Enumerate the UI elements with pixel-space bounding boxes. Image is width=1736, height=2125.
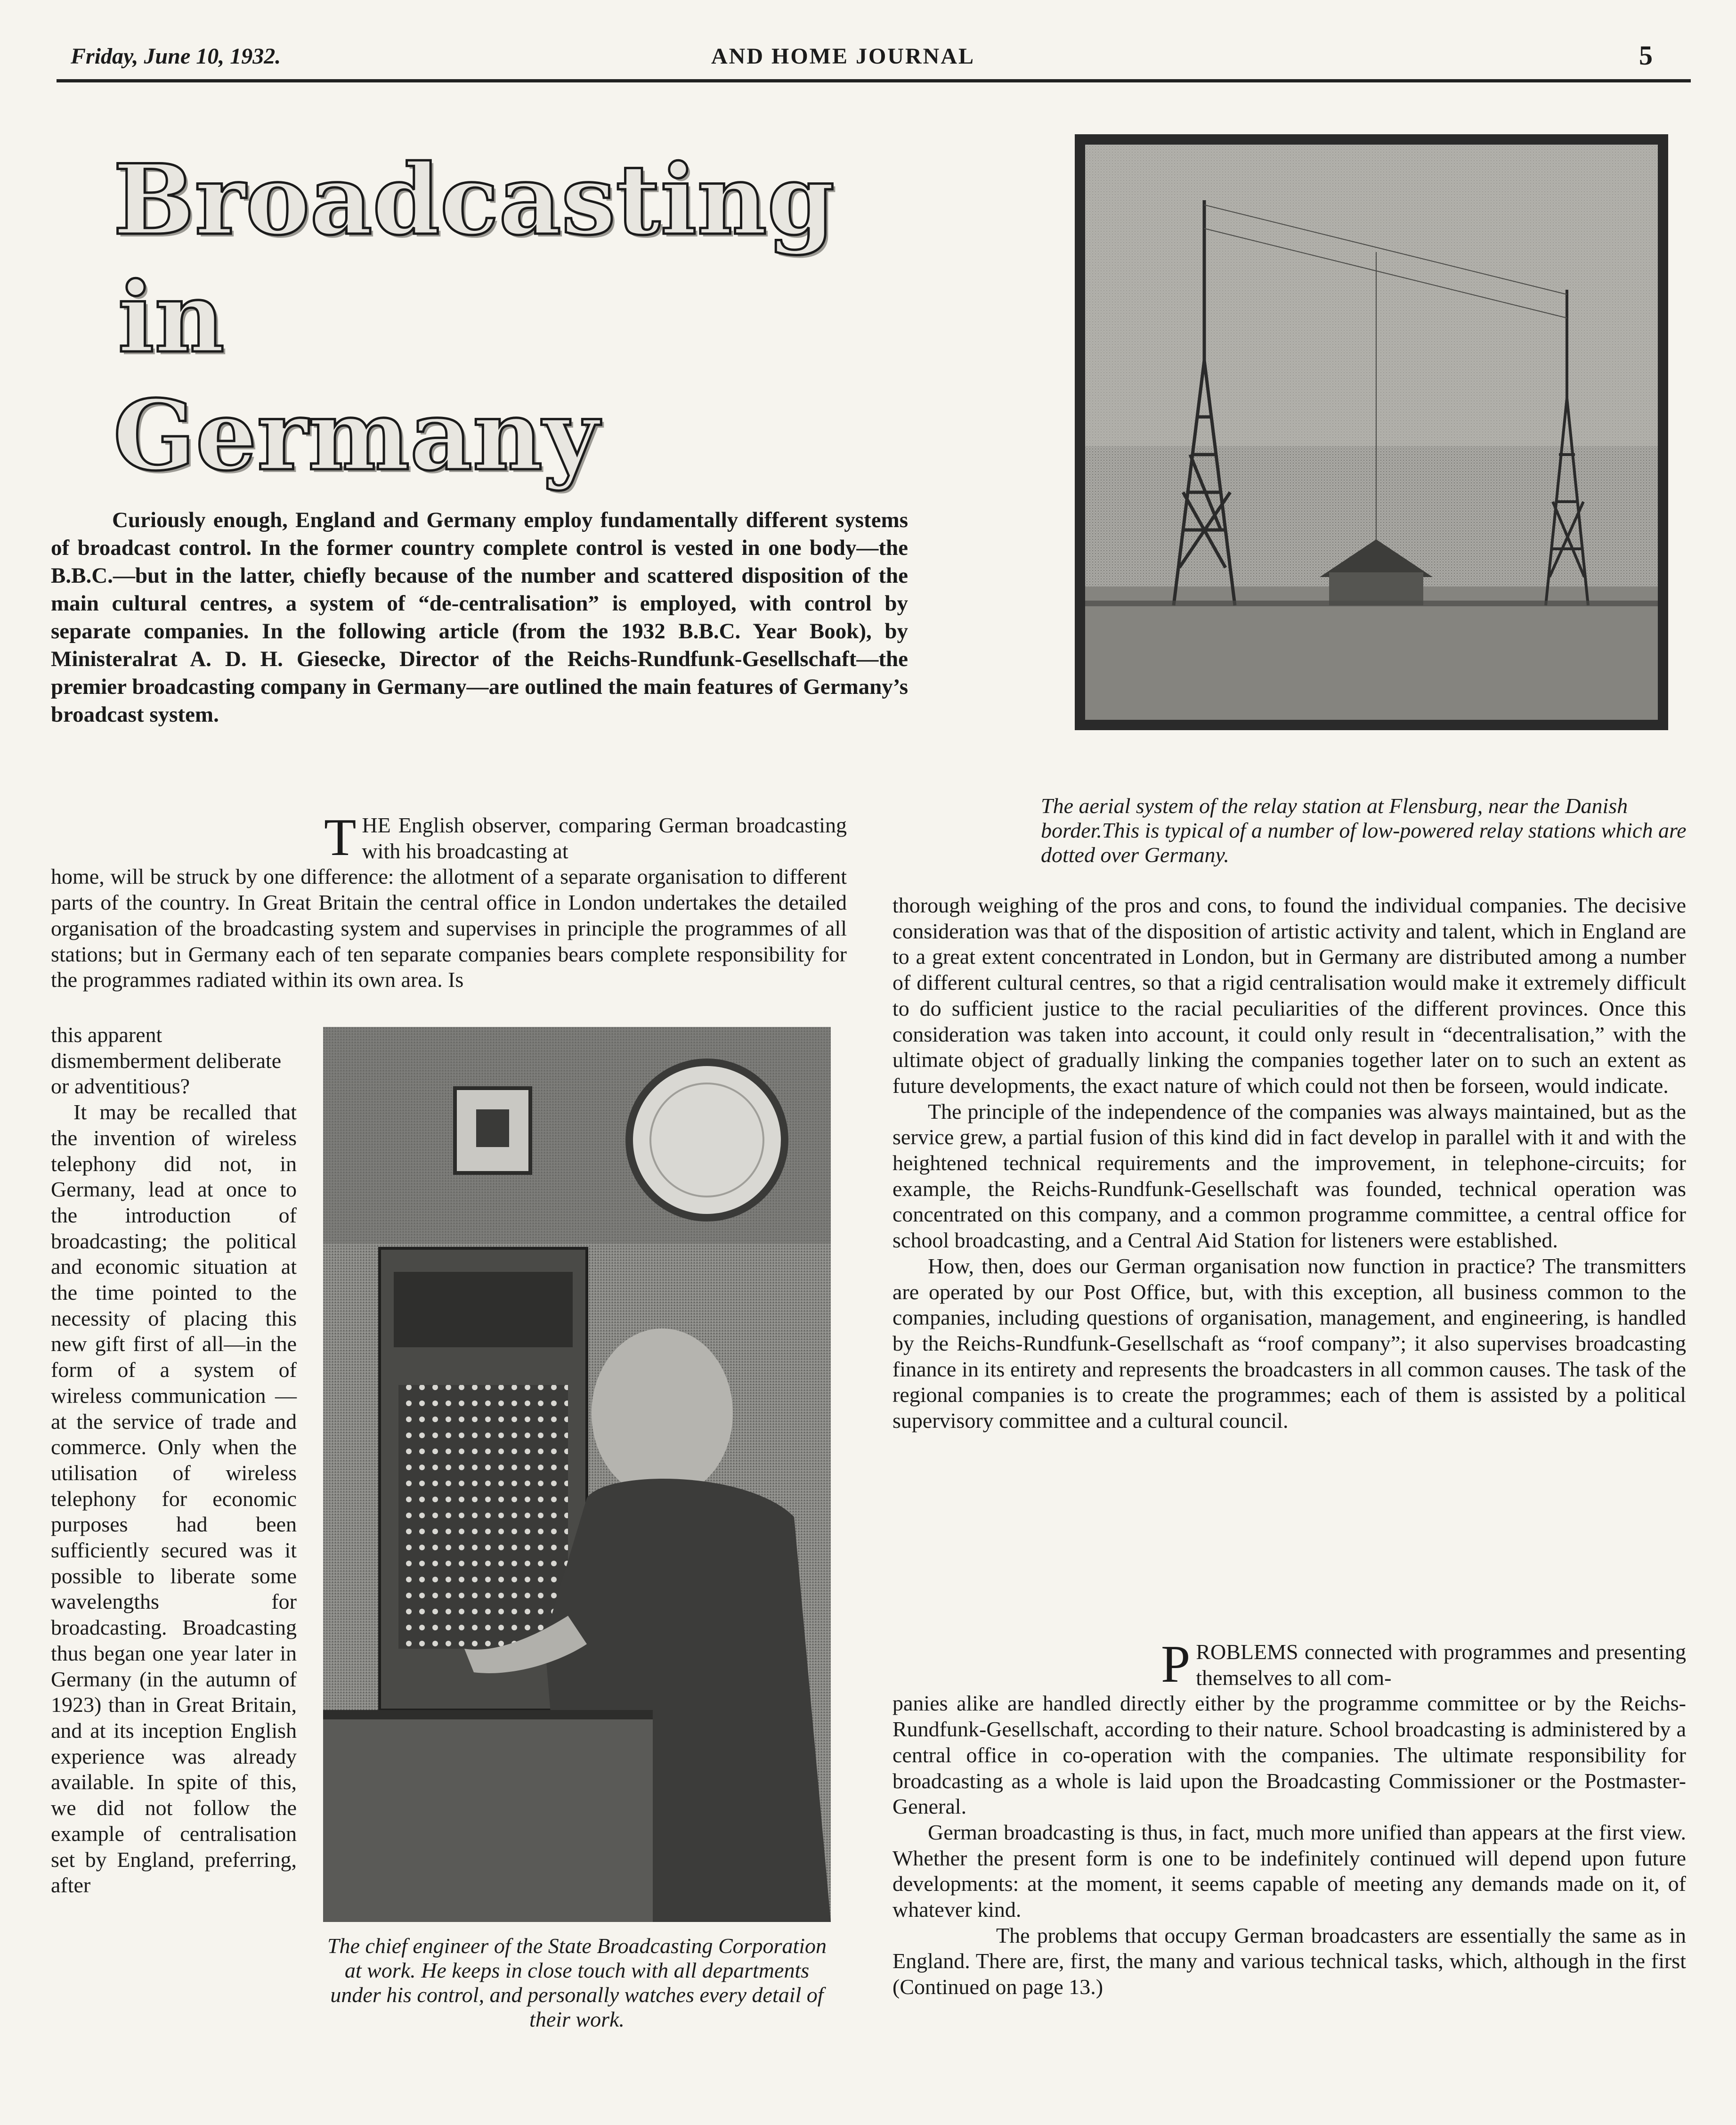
narrow-paragraph-2: It may be recalled that the invention of wireless telephony did not, in Germany, lead at once to the introduction of broadcasting; the political and economic situation at the time pointed to the necessity of placing this new gift first of all—in the form of a system of wireless communication — at the service of trade and commerce. Only when the utilisation of wireless telephony for economic purposes had been sufficiently secured was it possible to liberate some wavelengths for broadcasting. Broadcasting thus began one year later in Germany (in the autumn of 1923) than in Great Britain, and at its inception English experience was already available. In spite of this, we did not follow the example of centralisation set by England, preferring, after [51,1100,297,1897]
chief-engineer-caption: The chief engineer of the State Broadcasting Corporation at work. He keeps in close touch with all departments under his control, and personally watches every detail of their work. [327,1934,827,2031]
right-paragraph-6: The problems that occupy German broadcasters are essentially the same as in England. There are, first, the many and various technical tasks, which, although in the first (Continued on page 13.) [892,1923,1686,1999]
page-number: 5 [1639,40,1653,71]
drop-cap-t: T [324,808,357,867]
problems-paragraph: panies alike are handled directly either by the programme committee or by the Reichs-Rundfunk-Gesellschaft, according to their nature. School broadcasting is administered by a central office in co-operation with the companies. The ultimate responsibility for broadcasting as a whole is laid upon the Broadcasting Commissioner or the Postmaster-General. [892,1691,1686,1819]
drop-cap-p: P [1161,1635,1191,1693]
right-paragraph-3: How, then, does our German organisation now function in practice? The transmitters are operated by our Post Office, but, with this exception, all business common to the companies, including questions of organisation, management, and engineering, is handled by the Reichs-Rundfunk-Gesellschaft as “roof company”; it also supervises broadcasting finance in its entirety and represents the broadcasters in all common causes. The task of the regional companies is to create the programmes; each of them is assisted by a political supervisory committee and a cultural council. [892,1254,1686,1433]
right-paragraph-5: German broadcasting is thus, in fact, much more unified than appears at the first view. Whether the present form is one to be indefinitely continued will depend upon future developments: at the moment, it seems capable of meeting any demands made on it, of whatever kind. [892,1820,1686,1922]
title-line-3: Germany [113,379,599,492]
problems-lead-text: ROBLEMS connected with programmes and presenting themselves to all com- [1196,1640,1686,1690]
right-paragraph-1: thorough weighing of the pros and cons, to found the individual companies. The decisive consideration was that of the disposition of artistic activity and talent, which in England are to a great extent concentrated in London, but in Germany are distributed among a number of different cultural centres, so that a rigid centralisation would make it extremely difficult to do sufficient justice to the racial peculiarities of the different provinces. Once this consideration was taken into account, it could only result in “decentralisation,” with the ultimate object of gradually linking the companies together later on to such an extent as future developments, the exact nature of which could not then be forseen, would indicate. [892,893,1686,1098]
right-column [892,893,1686,1434]
header-rule [57,79,1691,82]
title-line-2: in [118,261,225,375]
article-opening [51,808,847,993]
problems-lead [892,1635,1686,1693]
intro-paragraph: Curiously enough, England and Germany employ fundamentally different systems of broadcast control. In the former country complete control is vested in one body—the B.B.C.—but in the latter, chiefly because of the number and scattered disposition of the main cultural centres, a system of “de-centralisation” is employed, with control by separate companies. In the following article (from the 1932 B.B.C. Year Book), by Ministeralrat A. D. H. Giesecke, Director of the Reichs-Rundfunk-Gesellschaft—the premier broadcasting company in Germany—are outlined the main features of Germany’s broadcast system. [51,508,908,727]
narrow-paragraph-1: this apparent dismemberment deliberate or adventitious? [51,1023,282,1099]
opening-lead-text: HE English observer, comparing German broadcasting with his broadcasting at [362,813,847,863]
relay-station-photo [1075,134,1668,730]
opening-paragraph: home, will be struck by one difference: the allotment of a separate organisation to different parts of the country. In Great Britain the central office in London undertakes the detailed organisation of the broadcasting system and supervises in principle the programmes of all stations; but in Germany each of ten separate companies bears complete responsibility for the programmes radiated within its own area. Is [51,864,847,992]
article-intro [51,506,908,729]
title-line-1: Broadcasting [113,144,835,257]
problems-section [892,1635,1686,2000]
publication-name: AND HOME JOURNAL [711,44,975,69]
narrow-column [51,1022,297,1898]
relay-station-caption: The aerial system of the relay station at Flensburg, near the Danish border.This is typical of a number of low-powered relay stations which are dotted over Germany. [1041,794,1687,867]
right-paragraph-2: The principle of the independence of the companies was always maintained, but as the service grew, a partial fusion of this kind did in fact develop in parallel with it and with the heightened technical requirements and the improvement, in telephone-circuits; for example, the Reichs-Rundfunk-Gesellschaft was founded, technical operation was concentrated on this company, and a common programme committee, a central office for school broadcasting, and a Central Aid Station for listeners were established. [892,1099,1686,1253]
article-title [113,141,835,495]
opening-lead [51,808,847,867]
issue-date: Friday, June 10, 1932. [71,44,281,69]
chief-engineer-photo [323,1027,831,1922]
